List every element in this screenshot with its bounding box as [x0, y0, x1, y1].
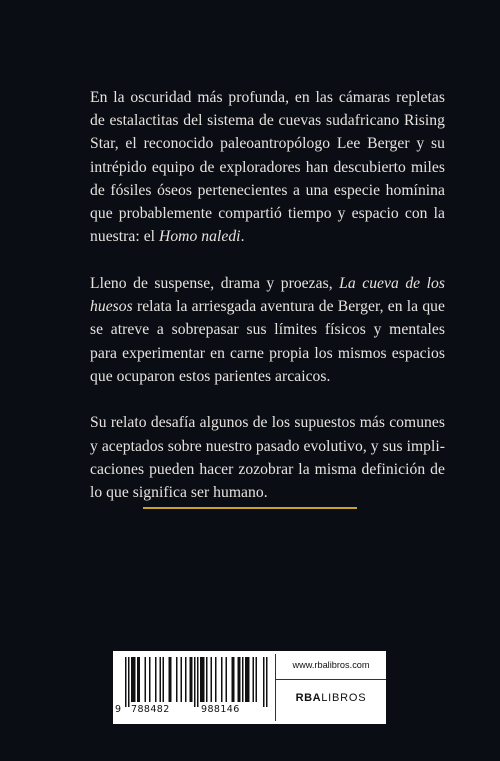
publisher-logo: RBALIBROS [295, 692, 367, 704]
barcode-bar [242, 657, 244, 702]
publisher-website[interactable]: www.rbalibros.com [292, 660, 370, 670]
barcode-bar [128, 657, 130, 707]
barcode-bar [145, 657, 147, 702]
barcode-panel [113, 651, 386, 724]
barcode-bar [226, 657, 228, 702]
barcode-bar [139, 657, 141, 702]
barcode-bar [239, 657, 241, 702]
barcode-bar [131, 657, 133, 702]
barcode-bar [233, 657, 235, 702]
barcode-bar [221, 657, 223, 702]
barcode-bars [117, 655, 270, 707]
barcode-bar [202, 657, 204, 702]
barcode-bar [155, 657, 157, 702]
gold-divider [143, 507, 357, 509]
barcode-bar [137, 657, 139, 702]
barcode-bar [247, 657, 249, 702]
barcode-bar [190, 657, 192, 702]
book-title: La cueva de los huesos [90, 274, 445, 316]
isbn-first-digit: 9 [115, 704, 122, 715]
barcode-bar [181, 657, 183, 702]
barcode-bar [203, 657, 205, 702]
barcode-bar [200, 657, 202, 702]
panel-divider-vertical [275, 654, 276, 721]
barcode-bar [263, 657, 265, 707]
isbn-right-group: 988146 [201, 704, 240, 715]
barcode-bar [160, 657, 162, 702]
barcode-bar [169, 657, 171, 702]
barcode-bar [232, 657, 234, 702]
panel-divider-horizontal [276, 679, 386, 680]
barcode-bar [194, 657, 196, 707]
barcode-bar [191, 657, 193, 702]
barcode-bar [125, 657, 127, 707]
barcode-bar [253, 657, 255, 702]
blurb-text [90, 86, 445, 504]
barcode-bar [211, 657, 213, 702]
barcode-bar [248, 657, 250, 702]
barcode-bar [170, 657, 172, 702]
blurb-paragraph-3: Su relato desafía algunos de los supuestos más comunes y aceptados sobre nuestro pasado evolutivo, y sus implicaciones pueden hacer zozobrar la misma definición de lo que significa ser humano. [90, 414, 445, 502]
barcode-bar [245, 657, 247, 702]
isbn-left-group: 788482 [131, 704, 170, 715]
blurb-paragraph-2: Lleno de suspense, drama y proezas, La cueva de los huesos relata la arriesgada aventura de Berger, en la que se atreve a sobrepasar sus límites físicos y mentales para experimentar en carne propia los mismos espacios que ocuparon estos parientes arcaicos. [90, 274, 445, 385]
species-name: Homo naledi [159, 228, 241, 246]
barcode-bar [197, 657, 199, 707]
barcode-bar [163, 657, 165, 702]
barcode-bar [206, 657, 208, 702]
barcode-bar [215, 657, 217, 702]
barcode-bar [176, 657, 178, 702]
barcode-bar [266, 657, 268, 707]
blurb-paragraph-1: En la oscuridad más profunda, en las cámaras repletas de estalactitas del sistema de cuevas sudafricano Rising Star, el reconocido paleoantropólogo Lee Berger y su intrépido equipo de exploradores han descubierto miles de fósiles óseos pertenecientes a una especie homínina que probablemente compartió tiempo y espacio con la nuestra: el Homo naledi. [90, 89, 445, 246]
barcode-bar [134, 657, 136, 702]
barcode-bar [238, 657, 240, 702]
barcode-bar [149, 657, 151, 702]
barcode-bar [133, 657, 135, 702]
barcode-bar [185, 657, 187, 702]
barcode-bar [256, 657, 258, 702]
